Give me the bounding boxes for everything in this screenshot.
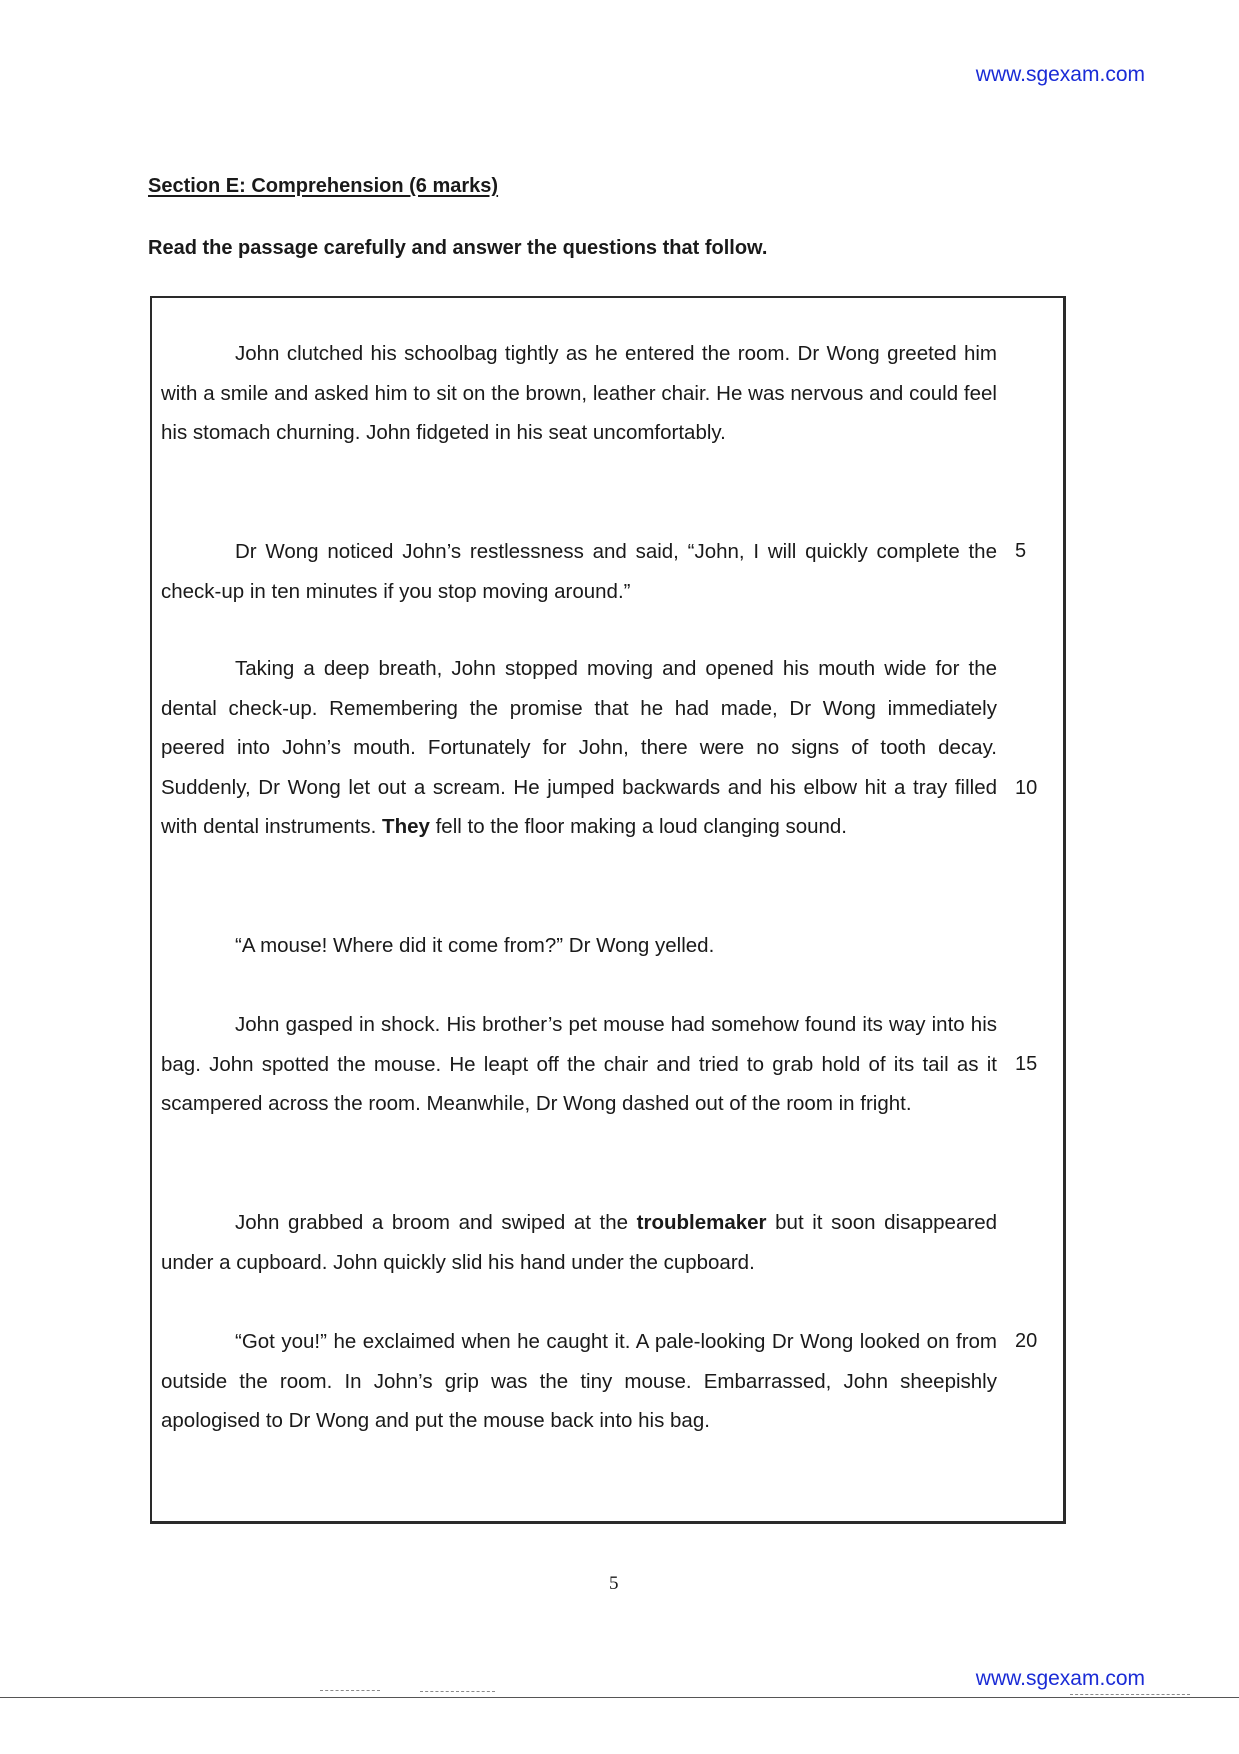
- scan-artifact-dash: [420, 1691, 495, 1693]
- instruction-text: Read the passage carefully and answer the questions that follow.: [148, 237, 768, 259]
- paragraph-6-text-a: John grabbed a broom and swiped at the: [235, 1211, 637, 1234]
- watermark-url-top: www.sgexam.com: [975, 63, 1145, 86]
- passage-paragraph-6: [161, 1203, 997, 1282]
- scan-artifact-dash: [1070, 1694, 1190, 1696]
- passage-paragraph-1: John clutched his schoolbag tightly as he entered the room. Dr Wong greeted him with a smile and asked him to sit on the brown, leather chair. He was nervous and could feel his stomach churning. John fidgeted in his seat uncomfortably.: [161, 342, 997, 444]
- paragraph-3-text-a: Taking a deep breath, John stopped moving and opened his mouth wide for the dental check-up. Remembering the promise that he had made, Dr Wong immediately peered into John’s mouth. Fortunately for John, there were no signs of tooth decay. Suddenly, Dr Wong let out a scream. He jumped backwards and his elbow hit a tray filled with dental instruments.: [161, 657, 997, 838]
- line-number-10: 10: [1015, 777, 1038, 799]
- passage-paragraph-2: Dr Wong noticed John’s restlessness and said, “John, I will quickly complete the check-up in ten minutes if you stop moving around.”: [161, 540, 997, 603]
- line-number-5: 5: [1015, 540, 1027, 562]
- emphasised-word-troublemaker: troublemaker: [636, 1211, 767, 1234]
- footer-rule: [0, 1697, 1239, 1698]
- emphasised-word-they: They: [382, 815, 430, 838]
- passage-paragraph-7: “Got you!” he exclaimed when he caught it. A pale-looking Dr Wong looked on from outside the room. In John’s grip was the tiny mouse. Embarrassed, John sheepishly apologised to Dr Wong and put the mouse back into his bag.: [161, 1330, 997, 1432]
- paragraph-6-text-b: but it soon disappeared under a cupboard. John quickly slid his hand under the cupboard.: [161, 1211, 997, 1274]
- section-title: Section E: Comprehension (6 marks): [148, 175, 499, 197]
- watermark-url-bottom: www.sgexam.com: [975, 1667, 1145, 1690]
- line-number-15: 15: [1015, 1053, 1038, 1075]
- passage-paragraph-4: “A mouse! Where did it come from?” Dr Wong yelled.: [235, 934, 715, 957]
- paragraph-3-text-b: fell to the floor making a loud clanging sound.: [429, 815, 848, 838]
- line-number-20: 20: [1015, 1330, 1038, 1352]
- page-number: 5: [609, 1573, 619, 1594]
- passage-paragraph-3: [161, 649, 997, 847]
- scan-artifact-dash: [320, 1690, 380, 1692]
- passage-paragraph-5: John gasped in shock. His brother’s pet mouse had somehow found its way into his bag. John spotted the mouse. He leapt off the chair and tried to grab hold of its tail as it scampered across the room. Meanwhile, Dr Wong dashed out of the room in fright.: [161, 1013, 997, 1115]
